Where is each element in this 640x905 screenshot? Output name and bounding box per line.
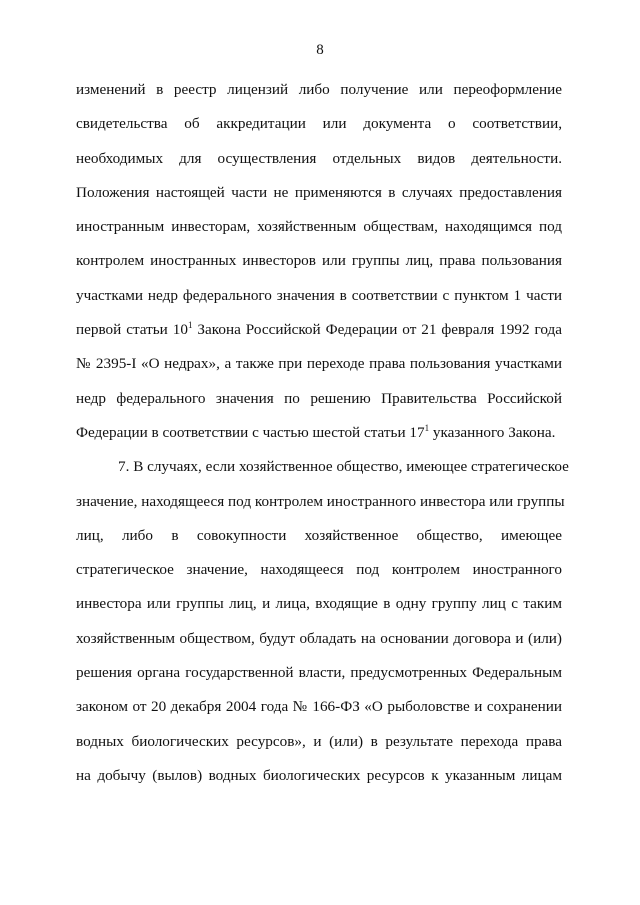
text-line: № 2395-I «О недрах», а также при переходе права пользования участками (76, 355, 562, 373)
line-text-after: Закона Российской Федерации от 21 февраля 1992 года (192, 321, 562, 339)
text-line: контролем иностранных инвесторов или группы лиц, права пользования (76, 252, 562, 270)
text-line: законом от 20 декабря 2004 года № 166-ФЗ «О рыболовстве и сохранении (76, 698, 562, 716)
text-line: инвестора или группы лиц, и лица, входящие в одну группу лиц с таким (76, 595, 562, 613)
text-line: участками недр федерального значения в соответствии с пунктом 1 части (76, 286, 562, 304)
text-line: необходимых для осуществления отдельных видов деятельности. (76, 149, 562, 167)
text-line: водных биологических ресурсов», и (или) в результате перехода права (76, 732, 562, 750)
text-line: лиц, либо в совокупности хозяйственное общество, имеющее (76, 526, 562, 544)
text-line: хозяйственным обществом, будут обладать на основании договора и (или) (76, 629, 562, 647)
text-line: недр федерального значения по решению Правительства Российской (76, 389, 562, 407)
text-line-with-superscript (76, 416, 562, 450)
text-line: иностранным инвесторам, хозяйственным обществам, находящимся под (76, 218, 562, 236)
text-line: Положения настоящей части не применяются в случаях предоставления (76, 183, 562, 201)
paragraph-start-line: 7. В случаях, если хозяйственное общество, имеющее стратегическое (118, 458, 569, 476)
text-line: решения органа государственной власти, предусмотренных Федеральным (76, 664, 562, 682)
line-text-after: указанного Закона. (429, 423, 556, 441)
document-body (76, 73, 569, 793)
text-line: значение, находящееся под контролем иностранного инвестора или группы (76, 492, 565, 510)
superscript: 1 (424, 422, 430, 433)
page-number: 8 (316, 42, 324, 58)
text-line: свидетельства об аккредитации или документа о соответствии, (76, 115, 562, 133)
superscript: 1 (187, 320, 193, 331)
text-line: стратегическое значение, находящееся под контролем иностранного (76, 561, 562, 579)
line-text-before: первой статьи 10 (76, 321, 188, 339)
text-line: изменений в реестр лицензий либо получение или переоформление (76, 81, 562, 98)
line-text-before: Федерации в соответствии с частью шестой статьи 17 (76, 423, 425, 441)
text-line-with-superscript (76, 313, 562, 347)
text-line: на добычу (вылов) водных биологических ресурсов к указанным лицам (76, 766, 562, 784)
